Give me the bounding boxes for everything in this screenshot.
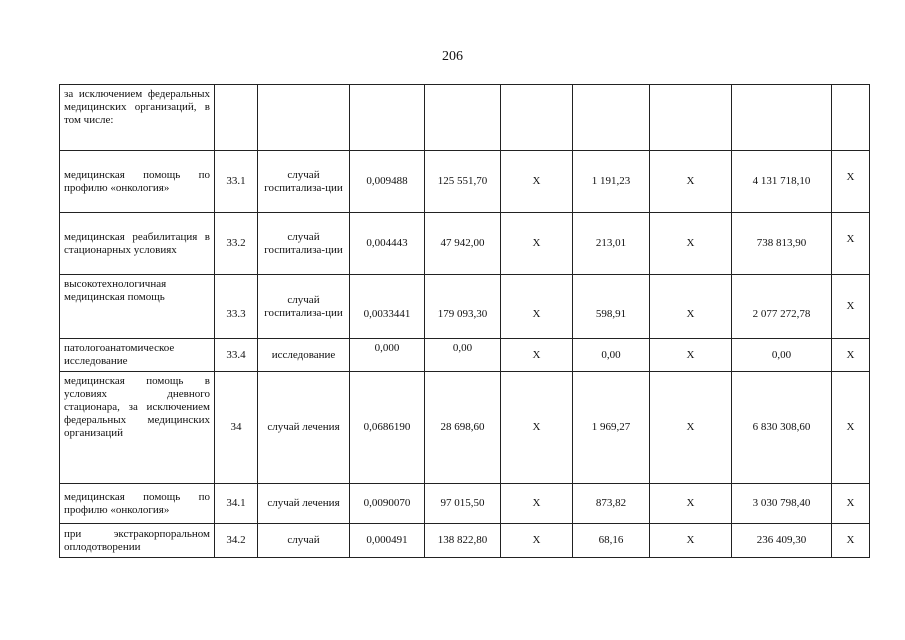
cell-col8: Х [650,339,732,372]
cell-name: при экстракорпоральном оплодотворении [60,524,215,558]
cell-unit: исследование [258,339,350,372]
cell-col10: Х [832,339,870,372]
cell-code: 33.2 [215,213,258,275]
cell-col6: Х [501,372,573,484]
cell-unit: случай госпитализа-ции [258,275,350,339]
cell-unit: случай госпитализа-ции [258,151,350,213]
cell-col10: Х [832,151,870,213]
cell-cost: 47 942,00 [425,213,501,275]
cell-code: 33.3 [215,275,258,339]
cell-name: медицинская помощь по профилю «онкология» [60,484,215,524]
cell-col10: Х [832,484,870,524]
cell-col9: 4 131 718,10 [732,151,832,213]
cell-code [215,85,258,151]
cell-col10: Х [832,275,870,339]
cell-norm: 0,009488 [350,151,425,213]
cell-col9: 6 830 308,60 [732,372,832,484]
cell-col7: 1 191,23 [573,151,650,213]
cell-col7 [573,85,650,151]
cell-code: 33.1 [215,151,258,213]
cell-norm: 0,000491 [350,524,425,558]
cell-norm: 0,0033441 [350,275,425,339]
cell-name: патологоанатомическое исследование [60,339,215,372]
cell-unit: случай лечения [258,484,350,524]
cell-col10: Х [832,213,870,275]
cell-cost: 28 698,60 [425,372,501,484]
cell-cost: 97 015,50 [425,484,501,524]
table-row [60,339,870,372]
cell-col7: 0,00 [573,339,650,372]
cell-code: 33.4 [215,339,258,372]
cell-unit: случай лечения [258,372,350,484]
cell-col10: Х [832,372,870,484]
cell-cost: 125 551,70 [425,151,501,213]
cell-unit: случай госпитализа-ции [258,213,350,275]
table-row [60,524,870,558]
cell-col9: 738 813,90 [732,213,832,275]
cell-col7: 68,16 [573,524,650,558]
page-number: 206 [442,49,463,64]
cell-col8: Х [650,275,732,339]
cell-col9 [732,85,832,151]
cell-col8: Х [650,524,732,558]
cell-norm [350,85,425,151]
cell-norm: 0,004443 [350,213,425,275]
table-row [60,213,870,275]
cell-col9: 2 077 272,78 [732,275,832,339]
cell-col10: Х [832,524,870,558]
cell-unit [258,85,350,151]
cell-col10 [832,85,870,151]
cell-cost [425,85,501,151]
cell-col9: 236 409,30 [732,524,832,558]
cell-code: 34.2 [215,524,258,558]
cell-col6: Х [501,339,573,372]
cell-col8 [650,85,732,151]
cell-cost: 179 093,30 [425,275,501,339]
cell-code: 34 [215,372,258,484]
cell-code: 34.1 [215,484,258,524]
table-row [60,484,870,524]
cell-col6: Х [501,484,573,524]
cell-col6: Х [501,524,573,558]
cell-name: за исключением федеральных медицинских организаций, в том числе: [60,85,215,151]
cell-norm: 0,0686190 [350,372,425,484]
cell-col7: 213,01 [573,213,650,275]
cell-cost: 138 822,80 [425,524,501,558]
table-row [60,275,870,339]
cell-norm: 0,000 [350,339,425,372]
table-row [60,372,870,484]
cell-name: медицинская реабилитация в стационарных условиях [60,213,215,275]
cell-col8: Х [650,484,732,524]
cell-name: медицинская помощь в условиях дневного стационара, за исключением федеральных медицинских организаций [60,372,215,484]
data-table [59,84,870,558]
cell-col6: Х [501,213,573,275]
table-row [60,85,870,151]
cell-col7: 1 969,27 [573,372,650,484]
cell-cost: 0,00 [425,339,501,372]
cell-col8: Х [650,213,732,275]
cell-col7: 873,82 [573,484,650,524]
cell-norm: 0,0090070 [350,484,425,524]
cell-unit: случай [258,524,350,558]
cell-col8: Х [650,151,732,213]
cell-col7: 598,91 [573,275,650,339]
cell-col8: Х [650,372,732,484]
cell-col6: Х [501,275,573,339]
cell-col9: 0,00 [732,339,832,372]
table-row [60,151,870,213]
cell-col6 [501,85,573,151]
cell-col6: Х [501,151,573,213]
cell-col9: 3 030 798,40 [732,484,832,524]
cell-name: медицинская помощь по профилю «онкология» [60,151,215,213]
cell-name: высокотехнологичная медицинская помощь [60,275,215,339]
